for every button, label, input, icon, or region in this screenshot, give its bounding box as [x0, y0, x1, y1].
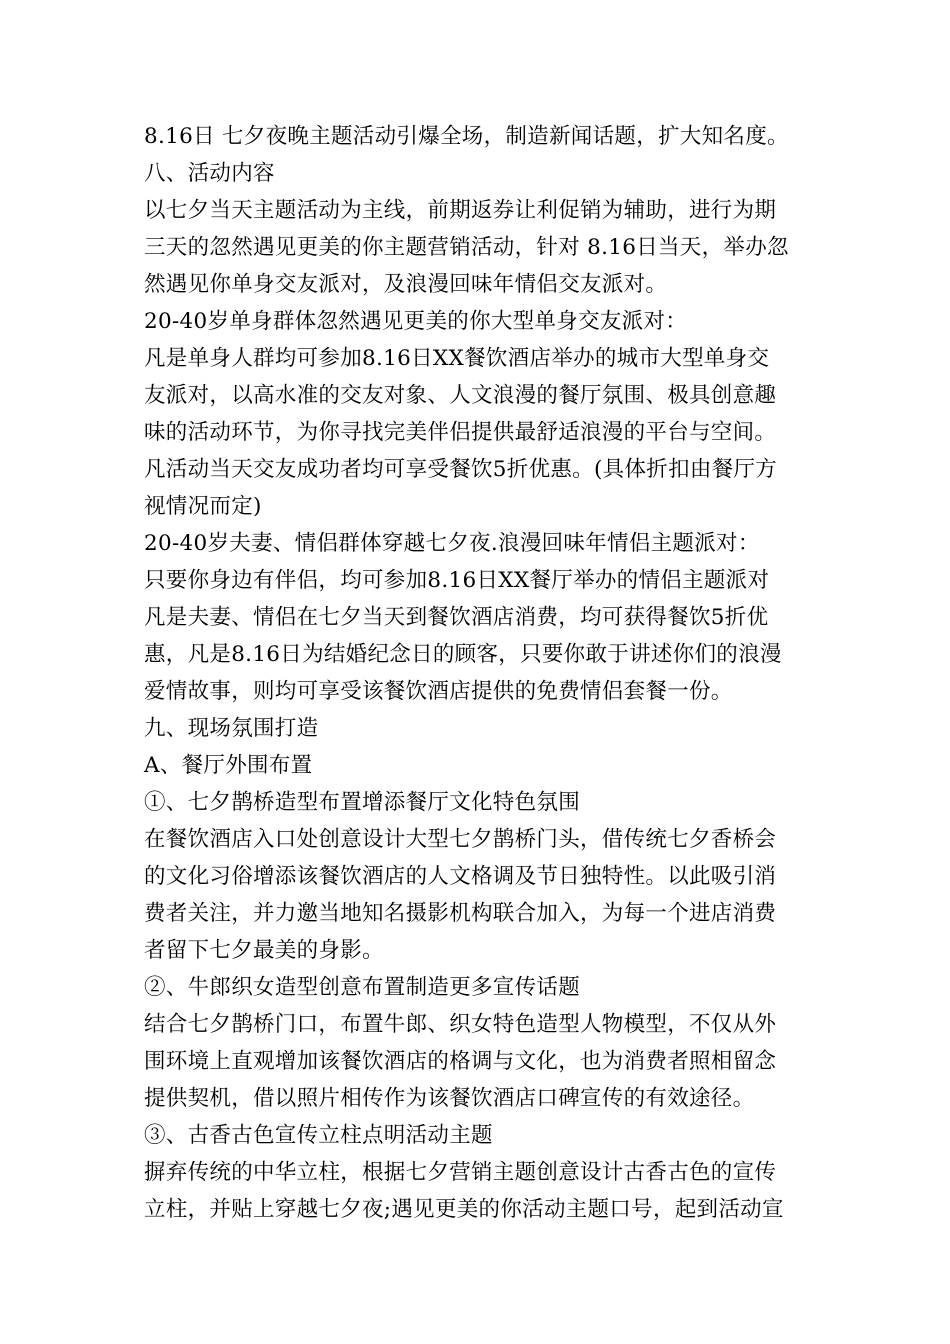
text-line: 三天的忽然遇见更美的你主题营销活动，针对 8.16日当天，举办忽: [144, 235, 789, 260]
subsection-heading: A、餐厅外围布置: [144, 753, 313, 778]
text-line: 爱情故事，则均可享受该餐饮酒店提供的免费情侣套餐一份。: [144, 679, 733, 704]
text-line: 然遇见你单身交友派对，及浪漫回味年情侣交友派对。: [144, 272, 668, 297]
text-line: 摒弃传统的中华立柱，根据七夕营销主题创意设计古香古色的宣传: [144, 1160, 777, 1185]
text-line: 结合七夕鹊桥门口，布置牛郎、织女特色造型人物模型，不仅从外: [144, 1012, 777, 1037]
text-line: 凡是单身人群均可参加8.16日XX餐饮酒店举办的城市大型单身交: [144, 346, 770, 371]
text-line: 20-40岁单身群体忽然遇见更美的你大型单身交友派对：: [144, 309, 688, 334]
item-heading: ②、牛郎织女造型创意布置制造更多宣传话题: [144, 975, 581, 1000]
document-body: [144, 118, 824, 1228]
text-line: 在餐饮酒店入口处创意设计大型七夕鹊桥门头，借传统七夕香桥会: [144, 827, 777, 852]
text-line: 20-40岁夫妻、情侣群体穿越七夕夜.浪漫回味年情侣主题派对：: [144, 531, 760, 556]
text-line: 友派对，以高水准的交友对象、人文浪漫的餐厅氛围、极具创意趣: [144, 383, 777, 408]
text-line: 视情况而定): [144, 494, 262, 519]
text-line: 围环境上直观增加该餐饮酒店的格调与文化，也为消费者照相留念: [144, 1049, 777, 1074]
text-line: 惠，凡是8.16日为结婚纪念日的顾客，只要你敢于讲述你们的浪漫: [144, 642, 782, 667]
item-heading: ③、古香古色宣传立柱点明活动主题: [144, 1123, 493, 1148]
text-line: 以七夕当天主题活动为主线，前期返券让利促销为辅助，进行为期: [144, 198, 777, 223]
text-line: 味的活动环节，为你寻找完美伴侣提供最舒适浪漫的平台与空间。: [144, 420, 777, 445]
section-heading: 八、活动内容: [144, 161, 275, 186]
text-line: 费者关注，并力邀当地知名摄影机构联合加入，为每一个进店消费: [144, 901, 777, 926]
text-line: 者留下七夕最美的身影。: [144, 938, 384, 963]
text-line: 只要你身边有伴侣，均可参加8.16日XX餐厅举办的情侣主题派对: [144, 568, 770, 593]
text-line: 凡活动当天交友成功者均可享受餐饮5折优惠。(具体折扣由餐厅方: [144, 457, 778, 482]
text-line: 凡是夫妻、情侣在七夕当天到餐饮酒店消费，均可获得餐饮5折优: [144, 605, 769, 630]
text-line: 的文化习俗增添该餐饮酒店的人文格调及节日独特性。以此吸引消: [144, 864, 777, 889]
text-line: 提供契机，借以照片相传作为该餐饮酒店口碑宣传的有效途径。: [144, 1086, 755, 1111]
section-heading: 九、现场氛围打造: [144, 716, 319, 741]
text-line: 8.16日 七夕夜晚主题活动引爆全场，制造新闻话题，扩大知名度。: [144, 124, 789, 149]
text-line: 立柱，并贴上穿越七夕夜;遇见更美的你活动主题口号，起到活动宣: [144, 1197, 784, 1222]
item-heading: ①、七夕鹊桥造型布置增添餐厅文化特色氛围: [144, 790, 581, 815]
